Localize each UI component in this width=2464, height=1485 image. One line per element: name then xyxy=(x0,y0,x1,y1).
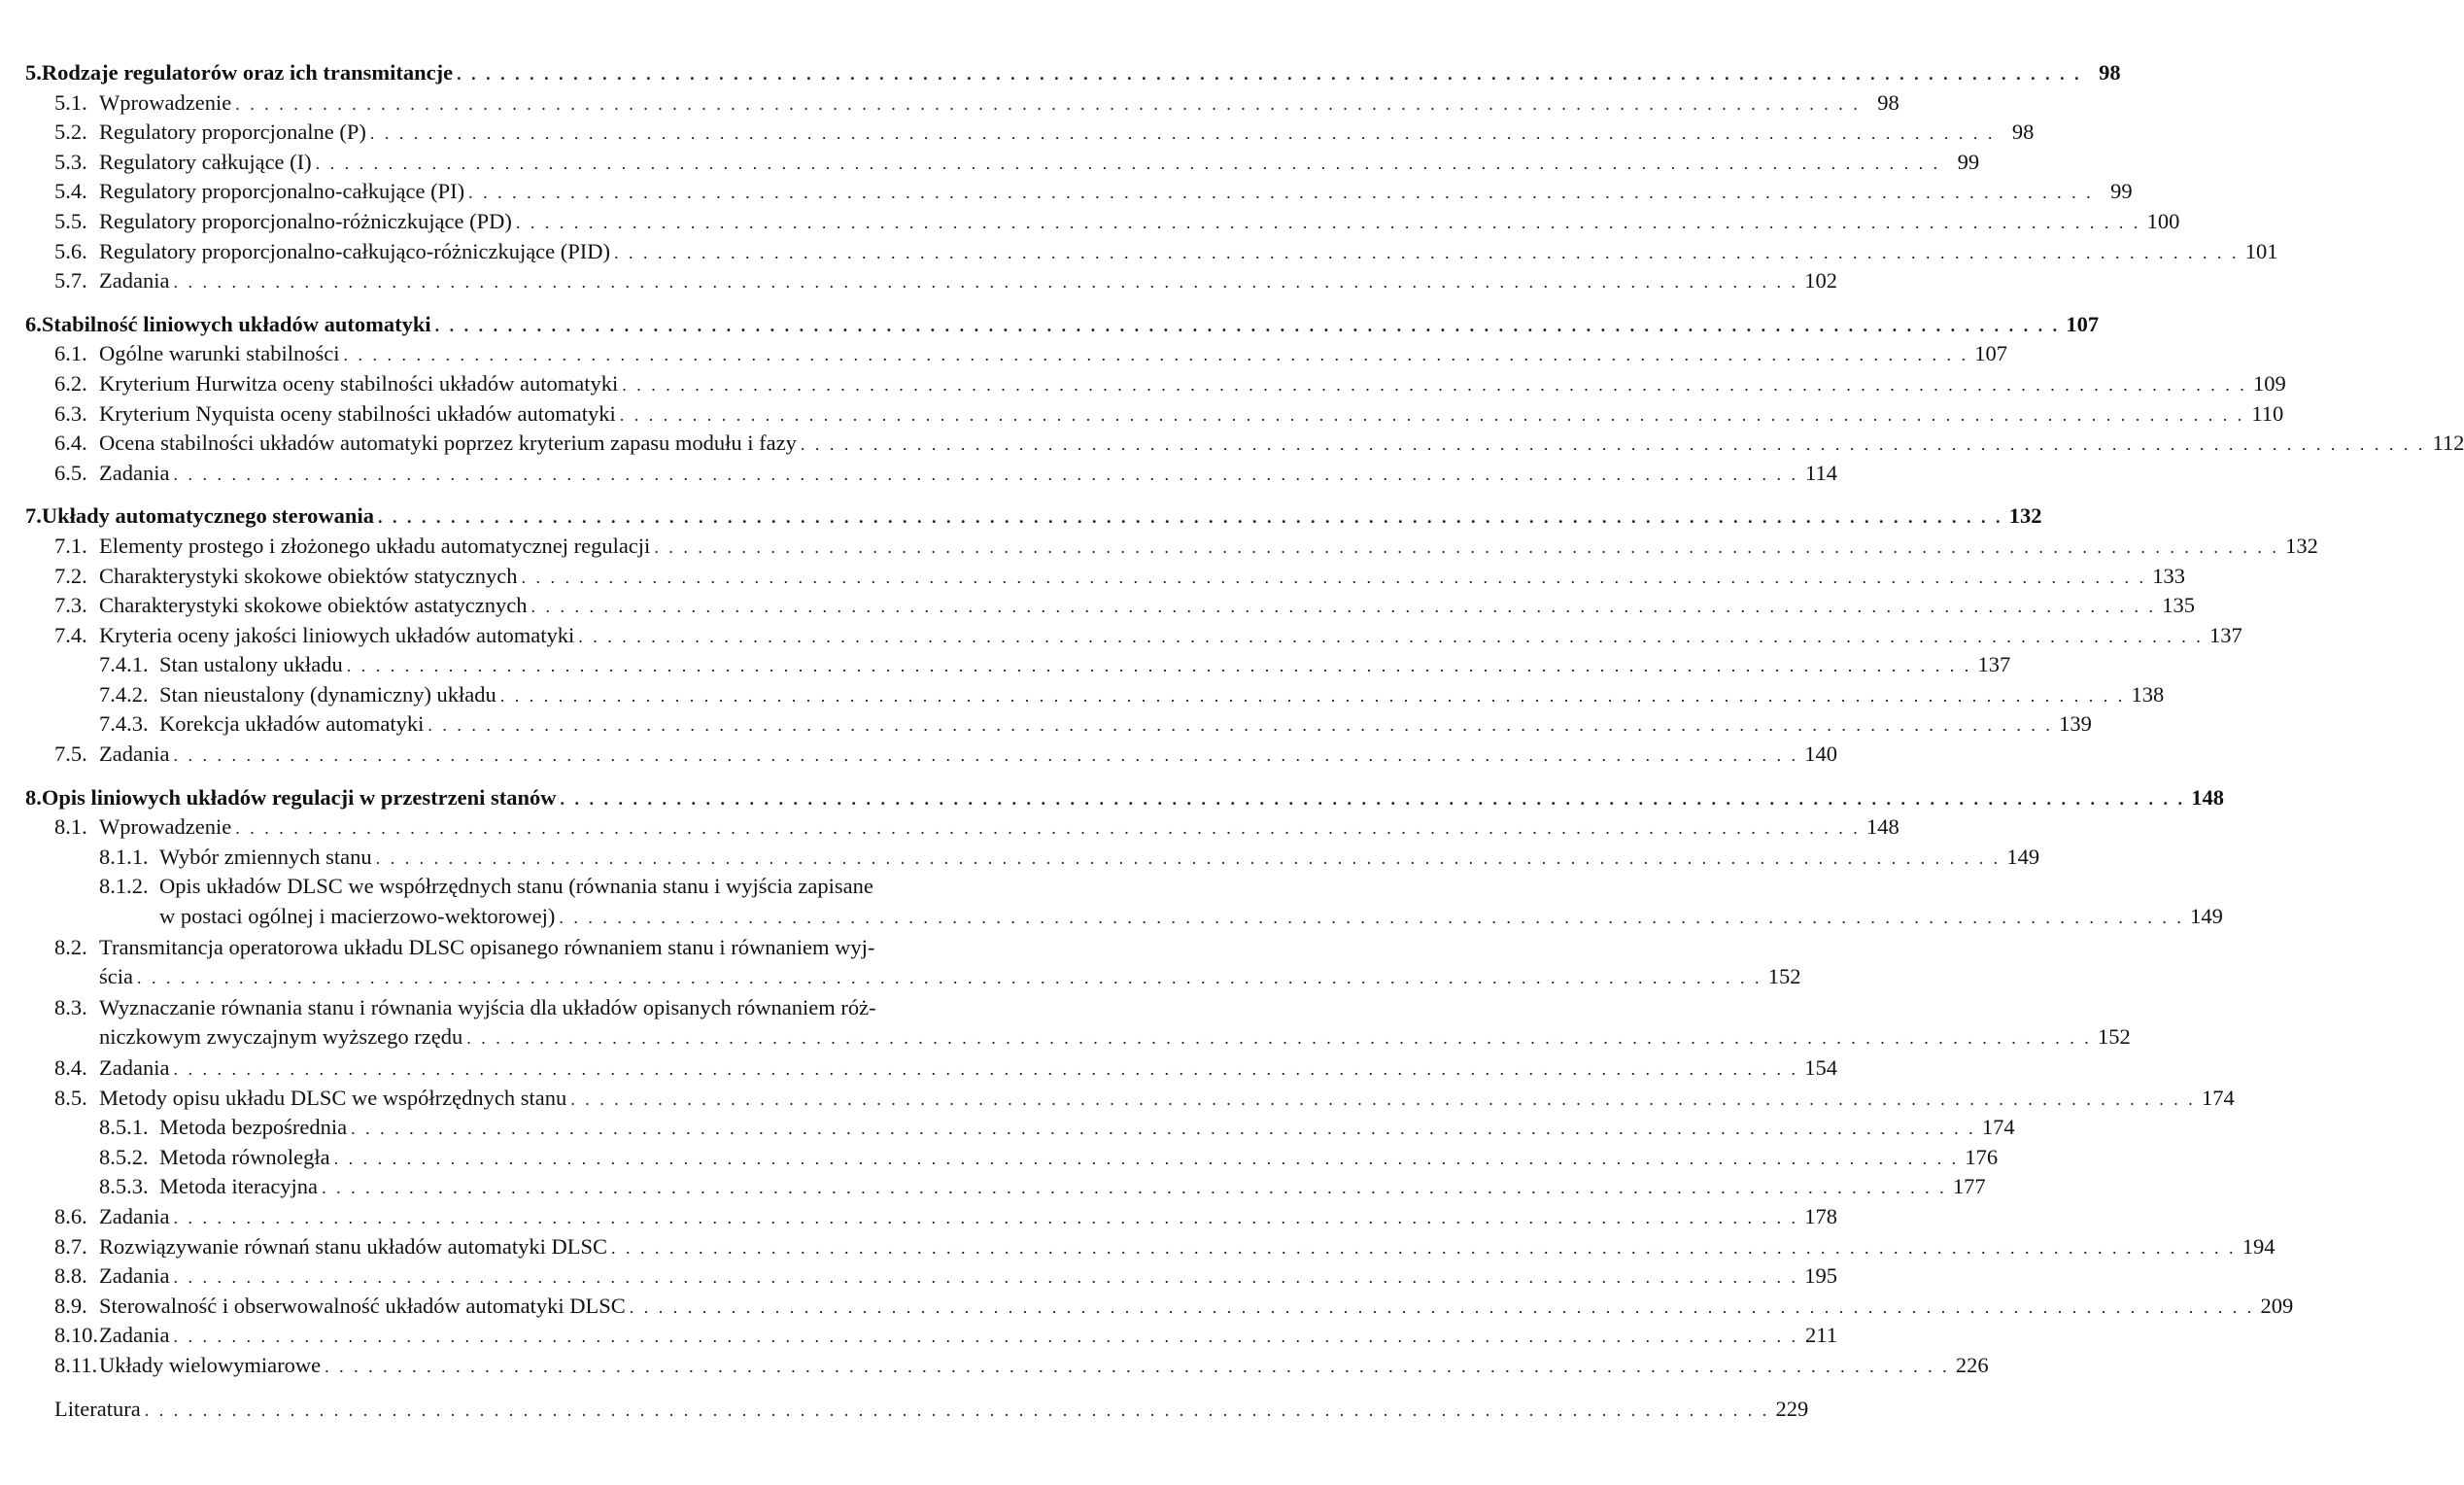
toc-entry-number: 7.2. xyxy=(54,563,87,588)
toc-entry-line xyxy=(54,88,1899,120)
toc-chapter[interactable] xyxy=(25,310,2100,340)
toc-entry-number: 8.1.1. xyxy=(99,844,149,869)
toc-entry-line xyxy=(54,429,2464,460)
dot-leader: . . . . . . . . . . . . . . . . . . . . . . . . . . . . . . . . . . . . . . . . . . . . . . . . . . . . . . . . . . . . . . . . . . . . . . . . . . . . . . . . . . . . . . . . . . . . . . . . . . . . . . . . . . . . . . . . xyxy=(343,345,1968,365)
toc-entry-number: 7.4. xyxy=(54,622,87,647)
toc-entry-number: 6.5. xyxy=(54,460,87,485)
toc-entry-line xyxy=(54,207,2180,238)
toc-entry-number: 6. xyxy=(25,311,42,336)
toc-page-number: 98 xyxy=(2011,120,2035,145)
toc-entry-number: 5.5. xyxy=(54,208,87,233)
toc-page-number: 98 xyxy=(1877,89,1899,115)
toc-section[interactable] xyxy=(25,621,2242,651)
toc-entry-number: 6.2. xyxy=(54,370,87,396)
toc-entry-title: Wprowadzenie xyxy=(99,814,232,840)
toc-entry-number: 8.5. xyxy=(54,1085,87,1110)
toc-entry-line xyxy=(99,843,2040,874)
dot-leader: . . . . . . . . . . . . . . . . . . . . . . . . . . . . . . . . . . . . . . . . . . . . . . . . . . . . . . . . . . . . . . . . . . . . . . . . . . . . . . . . . . . . . . . . . . . . . . . . . . . . . . . . . . . . . . . . xyxy=(173,464,1798,484)
dot-leader: . . . . . . . . . . . . . . . . . . . . . . . . . . . . . . . . . . . . . . . . . . . . . . . . . . . . . . . . . . . . . . . . . . . . . . . . . . . . . . . . . . . . . . . . . . . . . . . . . . . . . . . . . . . . . . . . xyxy=(499,685,2126,706)
toc-section[interactable] xyxy=(25,369,2286,399)
toc-entry-number: 6.3. xyxy=(54,400,87,426)
toc-chapter[interactable] xyxy=(25,58,2121,88)
toc-subsection[interactable] xyxy=(25,680,2165,710)
toc-entry-number: 8.10. xyxy=(54,1323,98,1348)
toc-entry-line xyxy=(54,532,2318,563)
toc-entry-title: Regulatory proporcjonalne (P) xyxy=(99,120,366,145)
dot-leader: . . . . . . . . . . . . . . . . . . . . . . . . . . . . . . . . . . . . . . . . . . . . . . . . . . . . . . . . . . . . . . . . . . . . . . . . . . . . . . . . . . . . . . . . . . . . . . . . . . . . . . . . . . . . . . . . xyxy=(457,64,2082,84)
toc-page-number: 152 xyxy=(2097,1024,2131,1050)
toc-entry-line xyxy=(54,1232,2276,1263)
toc-page-number: 178 xyxy=(1804,1203,1837,1228)
toc-entry-line xyxy=(54,1084,2235,1115)
toc-page-number: 138 xyxy=(2131,681,2165,707)
toc-entry-title: Metoda równoległa xyxy=(159,1144,330,1169)
toc-page-number: 140 xyxy=(1804,742,1837,767)
toc-section[interactable] xyxy=(25,1202,1837,1232)
toc-entry-line xyxy=(54,339,2007,370)
toc-section[interactable] xyxy=(25,237,2278,267)
toc-entry-title: Zadania xyxy=(99,742,170,767)
dot-leader: . . . . . . . . . . . . . . . . . . . . . . . . . . . . . . . . . . . . . . . . . . . . . . . . . . . . . . . . . . . . . . . . . . . . . . . . . . . . . . . . . . . . . . . . . . . . . . . . . . . . . . . . . . . . . . . . xyxy=(578,626,2204,646)
toc-page-number: 112 xyxy=(2432,431,2464,456)
dot-leader: . . . . . . . . . . . . . . . . . . . . . . . . . . . . . . . . . . . . . . . . . . . . . . . . . . . . . . . . . . . . . . . . . . . . . . . . . . . . . . . . . . . . . . . . . . . . . . . . . . . . . . . . . . . . . . . . xyxy=(173,272,1798,293)
toc-entry-number: 5.7. xyxy=(54,268,87,294)
dot-leader: . . . . . . . . . . . . . . . . . . . . . . . . . . . . . . . . . . . . . . . . . . . . . . . . . . . . . . . . . . . . . . . . . . . . . . . . . . . . . . . . . . . . . . . . . . . . . . . . . . . . . . . . . . . . . . . . xyxy=(800,434,2426,455)
dot-leader: . . . . . . . . . . . . . . . . . . . . . . . . . . . . . . . . . . . . . . . . . . . . . . . . . . . . . . . . . . . . . . . . . . . . . . . . . . . . . . . . . . . . . . . . . . . . . . . . . . . . . . . . . . . . . . . . xyxy=(315,153,1941,173)
toc-section[interactable] xyxy=(25,399,2284,430)
toc-entry-number: 5.6. xyxy=(54,238,87,263)
toc-section[interactable] xyxy=(25,1351,1989,1381)
toc-entry-number: 7.4.2. xyxy=(99,681,149,707)
toc-subsection[interactable] xyxy=(25,650,2011,680)
toc-page-number: 135 xyxy=(2162,593,2196,618)
dot-leader: . . . . . . . . . . . . . . . . . . . . . . . . . . . . . . . . . . . . . . . . . . . . . . . . . . . . . . . . . . . . . . . . . . . . . . . . . . . . . . . . . . . . . . . . . . . . . . . . . . . . . . . . . . . . . . . . xyxy=(468,183,2094,203)
toc-section[interactable] xyxy=(25,207,2180,237)
toc-page-number: 114 xyxy=(1805,460,1837,485)
toc-page-number: 100 xyxy=(2146,208,2180,233)
toc-subsection[interactable] xyxy=(25,1143,1999,1173)
toc-entry-number: 8.1.2. xyxy=(99,874,149,899)
toc-entry-line xyxy=(25,501,2042,533)
toc-entry-number: 5.4. xyxy=(54,179,87,204)
toc-entry-line xyxy=(99,650,2011,681)
toc-entry-line xyxy=(25,310,2100,341)
toc-entry-title: Kryterium Nyquista oceny stabilności układów automatyki xyxy=(99,400,616,426)
toc-subsection[interactable] xyxy=(25,872,2223,932)
toc-entry-line xyxy=(54,148,1980,179)
toc-entry-line xyxy=(25,58,2121,89)
toc-entry-title: Stan nieustalony (dynamiczny) układu xyxy=(159,681,496,707)
dot-leader: . . . . . . . . . . . . . . . . . . . . . . . . . . . . . . . . . . . . . . . . . . . . . . . . . . . . . . . . . . . . . . . . . . . . . . . . . . . . . . . . . . . . . . . . . . . . . . . . . . . . . . . . . . . . . . . . xyxy=(622,374,2247,395)
toc-entry-line xyxy=(54,1321,1837,1352)
toc-entry-line xyxy=(54,1292,2294,1323)
toc-entry-number: 8.11. xyxy=(54,1352,98,1377)
toc-section[interactable] xyxy=(25,1395,1809,1425)
toc-subsection[interactable] xyxy=(25,1172,1986,1202)
toc-entry-title-continued: ścia xyxy=(99,964,133,989)
toc-entry-title: Regulatory proporcjonalno-całkująco-różniczkujące (PID) xyxy=(99,238,611,263)
toc-entry-line xyxy=(54,621,2242,652)
toc-entry-number: 5.2. xyxy=(54,120,87,145)
dot-leader: . . . . . . . . . . . . . . . . . . . . . . . . . . . . . . . . . . . . . . . . . . . . . . . . . . . . . . . . . . . . . . . . . . . . . . . . . . . . . . . . . . . . . . . . . . . . . . . . . . . . . . . . . . . . . . . . xyxy=(377,507,2003,528)
toc-entry-line xyxy=(54,369,2286,400)
toc-entry-line xyxy=(54,993,999,1023)
dot-leader: . . . . . . . . . . . . . . . . . . . . . . . . . . . . . . . . . . . . . . . . . . . . . . . . . . . . . . . . . . . . . . . . . . . . . . . . . . . . . . . . . . . . . . . . . . . . . . . . . . . . . . . . . . . . . . . . xyxy=(173,1327,1798,1347)
toc-page-number: 154 xyxy=(1804,1055,1837,1080)
dot-leader: . . . . . . . . . . . . . . . . . . . . . . . . . . . . . . . . . . . . . . . . . . . . . . . . . . . . . . . . . . . . . . . . . . . . . . . . . . . . . . . . . . . . . . . . . . . . . . . . . . . . . . . . . . . . . . . . xyxy=(614,242,2240,262)
toc-section[interactable] xyxy=(25,429,2464,459)
toc-section[interactable] xyxy=(25,812,1899,843)
toc-entry-title: Wybór zmiennych stanu xyxy=(159,844,372,869)
toc-entry-number: 6.1. xyxy=(54,341,87,366)
toc-entry-line xyxy=(54,591,2196,622)
toc-entry-line xyxy=(54,237,2278,268)
toc-section[interactable] xyxy=(25,1261,1837,1292)
toc-subsection[interactable] xyxy=(25,709,2092,740)
toc-page-number: 107 xyxy=(2066,311,2100,336)
toc-page-number: 152 xyxy=(1767,964,1801,989)
toc-entry-line xyxy=(25,783,2224,814)
toc-entry-title: Charakterystyki skokowe obiektów statycznych xyxy=(99,563,518,588)
toc-page-number: 195 xyxy=(1804,1263,1837,1289)
toc-entry-number: 6.4. xyxy=(54,431,87,456)
toc-entry-number: 7.4.3. xyxy=(99,711,149,737)
toc-entry-number: 7.5. xyxy=(54,742,87,767)
toc-entry-line xyxy=(54,562,2186,593)
toc-page-number: 194 xyxy=(2242,1233,2276,1259)
toc-page-number: 174 xyxy=(1981,1115,2015,1140)
toc-entry-number: 8.5.2. xyxy=(99,1144,149,1169)
dot-leader: . . . . . . . . . . . . . . . . . . . . . . . . . . . . . . . . . . . . . . . . . . . . . . . . . . . . . . . . . . . . . . . . . . . . . . . . . . . . . . . . . . . . . . . . . . . . . . . . . . . . . . . . . . . . . . . . xyxy=(570,1088,2196,1109)
dot-leader: . . . . . . . . . . . . . . . . . . . . . . . . . . . . . . . . . . . . . . . . . . . . . . . . . . . . . . . . . . . . . . . . . . . . . . . . . . . . . . . . . . . . . . . . . . . . . . . . . . . . . . . . . . . . . . . . xyxy=(346,656,1972,676)
toc-entry-title: Regulatory całkujące (I) xyxy=(99,149,312,174)
toc-page-number: 137 xyxy=(1977,652,2011,677)
table-of-contents xyxy=(25,58,2464,1424)
toc-entry-line xyxy=(99,1143,1999,1174)
toc-section[interactable] xyxy=(25,933,1801,993)
toc-entry-title: Opis układów DLSC we współrzędnych stanu (równania stanu i wyjścia zapisane xyxy=(159,874,873,899)
toc-page-number: 226 xyxy=(1955,1352,1989,1377)
toc-page-number: 132 xyxy=(2285,533,2318,558)
toc-page-number: 107 xyxy=(1974,341,2007,366)
dot-leader: . . . . . . . . . . . . . . . . . . . . . . . . . . . . . . . . . . . . . . . . . . . . . . . . . . . . . . . . . . . . . . . . . . . . . . . . . . . . . . . . . . . . . . . . . . . . . . . . . . . . . . . . . . . . . . . . xyxy=(235,93,1861,114)
toc-entry-number: 8.8. xyxy=(54,1263,87,1289)
toc-entry-line-continued xyxy=(54,962,1801,993)
toc-entry-title: Charakterystyki skokowe obiektów astatycznych xyxy=(99,593,528,618)
toc-entry-title: Korekcja układów automatyki xyxy=(159,711,425,737)
toc-entry-number: 5. xyxy=(25,60,42,85)
toc-entry-title: Układy automatycznego sterowania xyxy=(41,503,374,529)
dot-leader: . . . . . . . . . . . . . . . . . . . . . . . . . . . . . . . . . . . . . . . . . . . . . . . . . . . . . . . . . . . . . . . . . . . . . . . . . . . . . . . . . . . . . . . . . . . . . . . . . . . . . . . . . . . . . . . . xyxy=(611,1237,2237,1258)
toc-entry-number: 8.1. xyxy=(54,814,87,840)
toc-entry-title: Sterowalność i obserwowalność układów automatyki DLSC xyxy=(99,1293,626,1318)
toc-entry-title: Regulatory proporcjonalno-różniczkujące (PD) xyxy=(99,208,512,233)
dot-leader: . . . . . . . . . . . . . . . . . . . . . . . . . . . . . . . . . . . . . . . . . . . . . . . . . . . . . . . . . . . . . . . . . . . . . . . . . . . . . . . . . . . . . . . . . . . . . . . . . . . . . . . . . . . . . . . . xyxy=(369,123,1996,144)
toc-section[interactable] xyxy=(25,88,1899,119)
toc-section[interactable] xyxy=(25,459,1837,489)
toc-section[interactable] xyxy=(25,1084,2235,1114)
toc-entry-line xyxy=(99,1172,1986,1203)
toc-entry-line xyxy=(54,933,999,963)
toc-entry-line xyxy=(54,1261,1837,1293)
toc-entry-title: Ogólne warunki stabilności xyxy=(99,341,340,366)
toc-entry-number: 5.3. xyxy=(54,149,87,174)
toc-entry-title: Zadania xyxy=(99,1055,170,1080)
dot-leader: . . . . . . . . . . . . . . . . . . . . . . . . . . . . . . . . . . . . . . . . . . . . . . . . . . . . . . . . . . . . . . . . . . . . . . . . . . . . . . . . . . . . . . . . . . . . . . . . . . . . . . . . . . . . . . . . xyxy=(560,788,2185,809)
toc-entry-line xyxy=(54,177,2133,208)
toc-entry-number: 8.4. xyxy=(54,1055,87,1080)
toc-section[interactable] xyxy=(25,1321,1837,1351)
toc-entry-title: Metoda bezpośrednia xyxy=(159,1115,348,1140)
toc-subsection[interactable] xyxy=(25,843,2040,873)
toc-section[interactable] xyxy=(25,591,2196,621)
toc-entry-number: 8.6. xyxy=(54,1203,87,1228)
toc-entry-line xyxy=(54,459,1837,490)
toc-entry-title: Elementy prostego i złożonego układu automatycznej regulacji xyxy=(99,533,651,558)
toc-page-number: 209 xyxy=(2260,1293,2294,1318)
toc-page-number: 211 xyxy=(1805,1323,1837,1348)
toc-entry-number: 7. xyxy=(25,503,42,529)
toc-entry-line xyxy=(54,1395,1809,1426)
dot-leader: . . . . . . . . . . . . . . . . . . . . . . . . . . . . . . . . . . . . . . . . . . . . . . . . . . . . . . . . . . . . . . . . . . . . . . . . . . . . . . . . . . . . . . . . . . . . . . . . . . . . . . . . . . . . . . . . xyxy=(375,847,2002,868)
toc-entry-line xyxy=(54,266,1837,297)
toc-entry-number: 8.5.3. xyxy=(99,1174,149,1199)
toc-page-number: 139 xyxy=(2059,711,2092,737)
toc-section[interactable] xyxy=(25,118,2035,148)
toc-page-number: 101 xyxy=(2244,238,2278,263)
toc-page-number: 149 xyxy=(2006,844,2040,869)
dot-leader: . . . . . . . . . . . . . . . . . . . . . . . . . . . . . . . . . . . . . . . . . . . . . . . . . . . . . . . . . . . . . . . . . . . . . . . . . . . . . . . . . . . . . . . . . . . . . . . . . . . . . . . . . . . . . . . . xyxy=(173,1059,1798,1079)
toc-entry-title: Zadania xyxy=(99,460,170,485)
toc-entry-title: Opis liniowych układów regulacji w przestrzeni stanów xyxy=(41,784,557,810)
toc-chapter[interactable] xyxy=(25,783,2224,813)
toc-entry-title: Wyznaczanie równania stanu i równania wyjścia dla układów opisanych równaniem róż- xyxy=(99,994,876,1019)
toc-entry-number: 8.3. xyxy=(54,994,87,1019)
toc-entry-number: 7.1. xyxy=(54,533,87,558)
toc-page-number: 109 xyxy=(2253,370,2286,396)
dot-leader: . . . . . . . . . . . . . . . . . . . . . . . . . . . . . . . . . . . . . . . . . . . . . . . . . . . . . . . . . . . . . . . . . . . . . . . . . . . . . . . . . . . . . . . . . . . . . . . . . . . . . . . . . . . . . . . . xyxy=(322,1178,1947,1198)
toc-page-number: 148 xyxy=(1865,814,1899,840)
toc-page-number: 99 xyxy=(2110,179,2133,204)
toc-entry-title: Transmitancja operatorowa układu DLSC opisanego równaniem stanu i równaniem wyj- xyxy=(99,934,875,959)
toc-entry-line xyxy=(54,740,1837,771)
toc-entry-number: 8.9. xyxy=(54,1293,87,1318)
toc-entry-line xyxy=(54,118,2035,149)
toc-entry-line xyxy=(99,709,2092,741)
toc-entry-number: 5.1. xyxy=(54,89,87,115)
toc-entry-title-continued: w postaci ogólnej i macierzowo-wektorowej) xyxy=(159,904,556,929)
toc-entry-number: 8.5.1. xyxy=(99,1115,149,1140)
toc-page-number: 148 xyxy=(2191,784,2224,810)
toc-entry-title: Zadania xyxy=(99,268,170,294)
toc-page-number: 177 xyxy=(1952,1174,1986,1199)
toc-entry-title: Układy wielowymiarowe xyxy=(99,1352,322,1377)
toc-section[interactable] xyxy=(25,339,2007,369)
dot-leader: . . . . . . . . . . . . . . . . . . . . . . . . . . . . . . . . . . . . . . . . . . . . . . . . . . . . . . . . . . . . . . . . . . . . . . . . . . . . . . . . . . . . . . . . . . . . . . . . . . . . . . . . . . . . . . . . xyxy=(515,212,2141,232)
toc-entry-line xyxy=(99,680,2165,711)
toc-section[interactable] xyxy=(25,177,2133,207)
toc-section[interactable] xyxy=(25,1053,1837,1084)
dot-leader: . . . . . . . . . . . . . . . . . . . . . . . . . . . . . . . . . . . . . . . . . . . . . . . . . . . . . . . . . . . . . . . . . . . . . . . . . . . . . . . . . . . . . . . . . . . . . . . . . . . . . . . . . . . . . . . . xyxy=(466,1028,2092,1049)
toc-entry-title: Zadania xyxy=(99,1263,170,1289)
toc-section[interactable] xyxy=(25,740,1837,770)
toc-page-number: 176 xyxy=(1965,1144,1999,1169)
dot-leader: . . . . . . . . . . . . . . . . . . . . . . . . . . . . . . . . . . . . . . . . . . . . . . . . . . . . . . . . . . . . . . . . . . . . . . . . . . . . . . . . . . . . . . . . . . . . . . . . . . . . . . . . . . . . . . . . xyxy=(136,968,1762,988)
toc-section[interactable] xyxy=(25,562,2186,592)
toc-section[interactable] xyxy=(25,532,2318,562)
toc-page-number: 133 xyxy=(2152,563,2186,588)
toc-entry-line xyxy=(54,812,1899,844)
dot-leader: . . . . . . . . . . . . . . . . . . . . . . . . . . . . . . . . . . . . . . . . . . . . . . . . . . . . . . . . . . . . . . . . . . . . . . . . . . . . . . . . . . . . . . . . . . . . . . . . . . . . . . . . . . . . . . . . xyxy=(351,1119,1976,1139)
toc-entry-line-continued xyxy=(99,902,2223,933)
toc-entry-line xyxy=(54,399,2284,431)
toc-section[interactable] xyxy=(25,266,1837,296)
toc-entry-title: Rozwiązywanie równań stanu układów automatyki DLSC xyxy=(99,1233,608,1259)
dot-leader: . . . . . . . . . . . . . . . . . . . . . . . . . . . . . . . . . . . . . . . . . . . . . . . . . . . . . . . . . . . . . . . . . . . . . . . . . . . . . . . . . . . . . . . . . . . . . . . . . . . . . . . . . . . . . . . . xyxy=(173,1267,1798,1288)
dot-leader: . . . . . . . . . . . . . . . . . . . . . . . . . . . . . . . . . . . . . . . . . . . . . . . . . . . . . . . . . . . . . . . . . . . . . . . . . . . . . . . . . . . . . . . . . . . . . . . . . . . . . . . . . . . . . . . . xyxy=(173,745,1798,766)
toc-entry-line xyxy=(54,1202,1837,1233)
toc-page-number: 98 xyxy=(2099,60,2121,85)
toc-entry-title: Wprowadzenie xyxy=(99,89,232,115)
dot-leader: . . . . . . . . . . . . . . . . . . . . . . . . . . . . . . . . . . . . . . . . . . . . . . . . . . . . . . . . . . . . . . . . . . . . . . . . . . . . . . . . . . . . . . . . . . . . . . . . . . . . . . . . . . . . . . . . xyxy=(629,1296,2255,1317)
toc-entry-line xyxy=(54,1351,1989,1382)
toc-entry-title: Ocena stabilności układów automatyki poprzez kryterium zapasu modułu i fazy xyxy=(99,431,797,456)
dot-leader: . . . . . . . . . . . . . . . . . . . . . . . . . . . . . . . . . . . . . . . . . . . . . . . . . . . . . . . . . . . . . . . . . . . . . . . . . . . . . . . . . . . . . . . . . . . . . . . . . . . . . . . . . . . . . . . . xyxy=(144,1399,1770,1420)
toc-entry-number: 8. xyxy=(25,784,42,810)
toc-entry-title-continued: niczkowym zwyczajnym wyższego rzędu xyxy=(99,1024,463,1050)
dot-leader: . . . . . . . . . . . . . . . . . . . . . . . . . . . . . . . . . . . . . . . . . . . . . . . . . . . . . . . . . . . . . . . . . . . . . . . . . . . . . . . . . . . . . . . . . . . . . . . . . . . . . . . . . . . . . . . . xyxy=(325,1356,1950,1376)
toc-entry-line-continued xyxy=(54,1022,2131,1053)
toc-entry-line xyxy=(54,1053,1837,1085)
toc-entry-number: 7.4.1. xyxy=(99,652,149,677)
toc-entry-title: Metody opisu układu DLSC we współrzędnych stanu xyxy=(99,1085,567,1110)
toc-section[interactable] xyxy=(25,993,2131,1053)
dot-leader: . . . . . . . . . . . . . . . . . . . . . . . . . . . . . . . . . . . . . . . . . . . . . . . . . . . . . . . . . . . . . . . . . . . . . . . . . . . . . . . . . . . . . . . . . . . . . . . . . . . . . . . . . . . . . . . . xyxy=(333,1148,1960,1168)
toc-entry-title: Rodzaje regulatorów oraz ich transmitancje xyxy=(41,60,454,85)
toc-entry-title: Regulatory proporcjonalno-całkujące (PI) xyxy=(99,179,465,204)
toc-entry-title: Stan ustalony układu xyxy=(159,652,343,677)
toc-section[interactable] xyxy=(25,1232,2276,1262)
dot-leader: . . . . . . . . . . . . . . . . . . . . . . . . . . . . . . . . . . . . . . . . . . . . . . . . . . . . . . . . . . . . . . . . . . . . . . . . . . . . . . . . . . . . . . . . . . . . . . . . . . . . . . . . . . . . . . . . xyxy=(521,567,2147,587)
toc-bibliography-title: Literatura xyxy=(54,1396,141,1421)
dot-leader: . . . . . . . . . . . . . . . . . . . . . . . . . . . . . . . . . . . . . . . . . . . . . . . . . . . . . . . . . . . . . . . . . . . . . . . . . . . . . . . . . . . . . . . . . . . . . . . . . . . . . . . . . . . . . . . . xyxy=(654,536,2279,557)
toc-entry-title: Stabilność liniowych układów automatyki xyxy=(41,311,431,336)
toc-page-number: 110 xyxy=(2251,400,2284,426)
toc-section[interactable] xyxy=(25,1292,2294,1322)
toc-entry-line xyxy=(99,1113,2015,1144)
toc-subsection[interactable] xyxy=(25,1113,2015,1143)
toc-entry-line xyxy=(99,872,999,902)
dot-leader: . . . . . . . . . . . . . . . . . . . . . . . . . . . . . . . . . . . . . . . . . . . . . . . . . . . . . . . . . . . . . . . . . . . . . . . . . . . . . . . . . . . . . . . . . . . . . . . . . . . . . . . . . . . . . . . . xyxy=(428,715,2053,736)
toc-page-number: 99 xyxy=(1957,149,1980,174)
dot-leader: . . . . . . . . . . . . . . . . . . . . . . . . . . . . . . . . . . . . . . . . . . . . . . . . . . . . . . . . . . . . . . . . . . . . . . . . . . . . . . . . . . . . . . . . . . . . . . . . . . . . . . . . . . . . . . . . xyxy=(530,597,2157,617)
toc-page-number: 174 xyxy=(2201,1085,2235,1110)
toc-page-number: 132 xyxy=(2008,503,2042,529)
toc-section[interactable] xyxy=(25,148,1980,178)
toc-entry-title: Kryterium Hurwitza oceny stabilności układów automatyki xyxy=(99,370,619,396)
dot-leader: . . . . . . . . . . . . . . . . . . . . . . . . . . . . . . . . . . . . . . . . . . . . . . . . . . . . . . . . . . . . . . . . . . . . . . . . . . . . . . . . . . . . . . . . . . . . . . . . . . . . . . . . . . . . . . . . xyxy=(619,404,2245,425)
toc-entry-title: Zadania xyxy=(99,1203,170,1228)
dot-leader: . . . . . . . . . . . . . . . . . . . . . . . . . . . . . . . . . . . . . . . . . . . . . . . . . . . . . . . . . . . . . . . . . . . . . . . . . . . . . . . . . . . . . . . . . . . . . . . . . . . . . . . . . . . . . . . . xyxy=(434,315,2061,335)
toc-page-number: 137 xyxy=(2209,622,2242,647)
toc-entry-title: Metoda iteracyjna xyxy=(159,1174,319,1199)
toc-chapter[interactable] xyxy=(25,501,2042,532)
toc-page-number: 229 xyxy=(1775,1396,1809,1421)
toc-entry-title: Zadania xyxy=(99,1323,170,1348)
toc-entry-number: 8.7. xyxy=(54,1233,87,1259)
toc-entry-title: Kryteria oceny jakości liniowych układów automatyki xyxy=(99,622,575,647)
toc-entry-number: 8.2. xyxy=(54,934,87,959)
dot-leader: . . . . . . . . . . . . . . . . . . . . . . . . . . . . . . . . . . . . . . . . . . . . . . . . . . . . . . . . . . . . . . . . . . . . . . . . . . . . . . . . . . . . . . . . . . . . . . . . . . . . . . . . . . . . . . . . xyxy=(559,908,2184,928)
toc-page-number: 149 xyxy=(2190,904,2223,929)
dot-leader: . . . . . . . . . . . . . . . . . . . . . . . . . . . . . . . . . . . . . . . . . . . . . . . . . . . . . . . . . . . . . . . . . . . . . . . . . . . . . . . . . . . . . . . . . . . . . . . . . . . . . . . . . . . . . . . . xyxy=(173,1207,1798,1227)
dot-leader: . . . . . . . . . . . . . . . . . . . . . . . . . . . . . . . . . . . . . . . . . . . . . . . . . . . . . . . . . . . . . . . . . . . . . . . . . . . . . . . . . . . . . . . . . . . . . . . . . . . . . . . . . . . . . . . . xyxy=(235,818,1861,839)
toc-page-number: 102 xyxy=(1804,268,1837,294)
toc-entry-number: 7.3. xyxy=(54,593,87,618)
